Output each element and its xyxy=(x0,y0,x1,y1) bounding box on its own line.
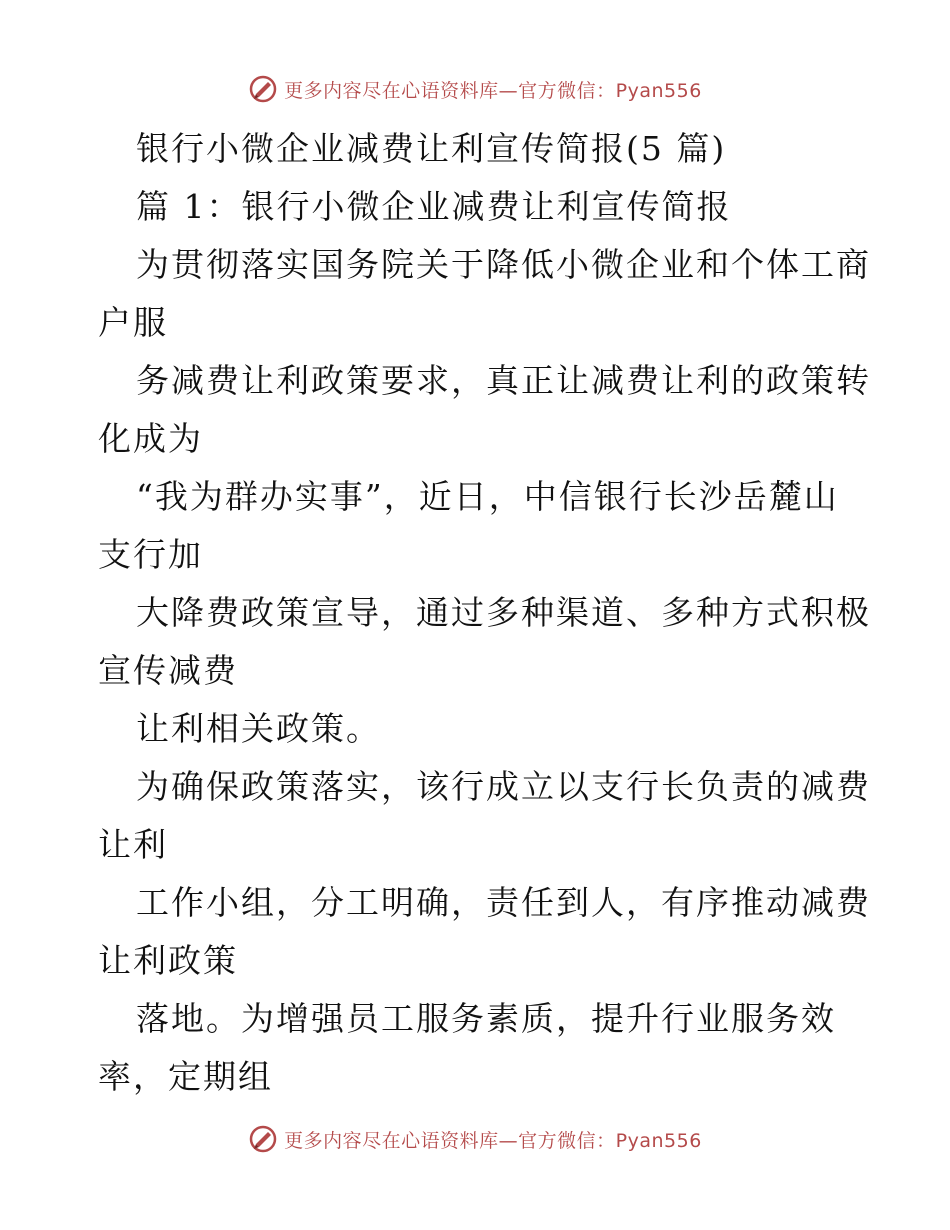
footer-watermark xyxy=(0,1124,950,1154)
text-line: 让利 xyxy=(98,825,168,864)
text-line: 大降费政策宣导，通过多种渠道、多种方式积极 xyxy=(136,593,871,632)
document-body xyxy=(98,120,871,1106)
pen-logo-icon xyxy=(248,74,278,104)
text-line: 工作小组，分工明确，责任到人，有序推动减费 xyxy=(136,883,871,922)
text-line: 化成为 xyxy=(98,419,203,458)
text-line: 户服 xyxy=(98,303,168,342)
text-line: 让利政策 xyxy=(98,941,238,980)
text-line: 银行小微企业减费让利宣传简报(5 篇) xyxy=(136,129,727,168)
text-line: 篇 1：银行小微企业减费让利宣传简报 xyxy=(136,187,732,226)
pen-logo-icon xyxy=(248,1124,278,1154)
text-line: “我为群办实事”，近日，中信银行长沙岳麓山 xyxy=(136,477,839,516)
text-line: 让利相关政策。 xyxy=(136,709,381,748)
text-line: 支行加 xyxy=(98,535,203,574)
header-watermark xyxy=(0,74,950,104)
text-line: 为确保政策落实，该行成立以支行长负责的减费 xyxy=(136,767,871,806)
text-line: 宣传减费 xyxy=(98,651,238,690)
watermark-text: 更多内容尽在心语资料库—官方微信：Pyan556 xyxy=(284,79,702,102)
watermark-text: 更多内容尽在心语资料库—官方微信：Pyan556 xyxy=(284,1129,702,1152)
text-line: 务减费让利政策要求，真正让减费让利的政策转 xyxy=(136,361,871,400)
text-line: 率，定期组 xyxy=(98,1057,273,1096)
text-line: 落地。为增强员工服务素质，提升行业服务效 xyxy=(136,999,836,1038)
text-line: 为贯彻落实国务院关于降低小微企业和个体工商 xyxy=(136,245,871,284)
